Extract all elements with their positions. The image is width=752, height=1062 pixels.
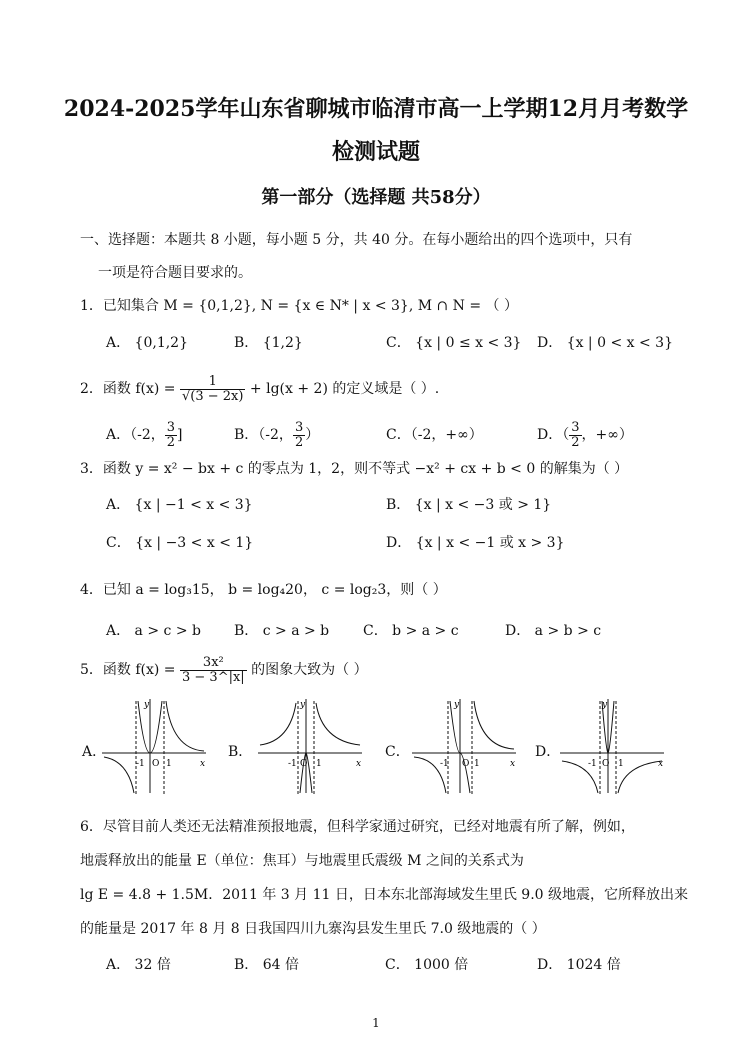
graph-d-tick-pos: 1 [618,759,624,769]
graph-c-x-label: x [510,759,516,769]
q2-prefix: 2．函数 f(x) = [80,381,176,397]
q2-stem [80,371,439,407]
q6-option-a: A． 32 倍 [106,957,171,973]
q6-option-c: C． 1000 倍 [385,957,469,973]
q1-option-a: A． {0,1,2} [106,335,188,351]
q2-b-pre: B．（-2， [234,427,293,443]
q2-d-frac [569,421,581,450]
q5-label-d: D． [535,744,561,760]
q3-option-b: B． {x | x < −3 或 > 1} [386,497,552,513]
instructions-line-1: 一、选择题：本题共 8 小题，每小题 5 分，共 40 分。在每小题给出的四个选项中，只有 [80,232,633,248]
title-line-2: 检测试题 [331,139,420,165]
graph-a-right-branch [166,701,204,751]
q2-suffix: + lg(x + 2) 的定义域是（ ）. [249,381,440,397]
q5-suffix: 的图象大致为（ ） [251,662,368,678]
page-number: 1 [372,1016,380,1030]
q3-option-a: A． {x | −1 < x < 3} [106,497,253,513]
section-heading: 第一部分（选择题 共58分） [261,187,491,208]
q5-graph-c [410,697,520,797]
q6-line-2: 地震释放出的能量 E（单位：焦耳）与地震里氏震级 M 之间的关系式为 [80,853,524,869]
q3-option-c: C． {x | −3 < x < 1} [106,535,254,551]
q2-b-frac [293,421,305,450]
graph-c-right-branch [474,701,514,749]
graph-c-tick-o: O [462,759,470,769]
q2-a-pre: A．（-2， [106,427,165,443]
q2-frac-num: 1 [180,375,245,390]
q5-graph-d [558,697,668,797]
q4-option-b: B． c > a > b [234,623,330,639]
q3-stem: 3．函数 y = x² − bx + c 的零点为 1，2，则不等式 −x² + cx + b < 0 的解集为（ ） [80,461,629,477]
graph-a-left-branch [104,757,134,793]
q5-graph-b [256,697,366,797]
graph-a-x-label: x [200,759,206,769]
q2-frac-den: √(3 − 2x) [182,388,244,404]
graph-b-tick-pos: 1 [316,759,322,769]
instructions-line-2: 一项是符合题目要求的。 [98,265,252,281]
q2-option-a [106,418,183,452]
q5-label-b: B． [228,744,253,760]
q6-line-3: lg E = 4.8 + 1.5M．2011 年 3 月 11 日，日本东北部海域发生里氏 9.0 级地震，它所释放出来 [80,887,689,903]
q2-b-den: 2 [294,434,304,450]
q2-d-num: 3 [571,419,580,435]
graph-a-tick-pos: 1 [166,759,172,769]
graph-a-tick-o: O [152,759,160,769]
graph-d-x-label: x [658,759,664,769]
graph-c-tick-pos: 1 [474,759,480,769]
graph-b-left-branch [260,703,296,745]
q5-stem [80,651,368,689]
graph-d-right-branch [618,761,662,793]
q1-option-d: D． {x | 0 < x < 3} [537,335,673,351]
q5-fraction [180,656,247,685]
q3-option-d: D． {x | x < −1 或 x > 3} [386,535,565,551]
q5-prefix: 5．函数 f(x) = [80,662,176,678]
graph-b-tick-o: O [300,759,308,769]
q2-a-suf: ] [177,427,183,443]
graph-d-tick-o: O [602,759,610,769]
graph-c-y-label: y [454,700,460,710]
q2-d-den: 2 [571,434,580,450]
graph-a-tick-neg: -1 [136,759,145,769]
q2-b-num: 3 [294,419,304,435]
graph-a-y-label: y [144,700,150,710]
q5-frac-num: 3x² [180,656,247,671]
q2-a-num: 3 [166,419,176,435]
q1-stem: 1．已知集合 M = {0,1,2}, N = {x ∈ N* | x < 3}, M ∩ N = （ ） [80,298,519,314]
q2-b-suf: ） [305,427,320,443]
graph-b-y-label: y [300,700,306,710]
q4-option-a: A． a > c > b [106,623,201,639]
q6-line-1: 6．尽管目前人类还无法精准预报地震，但科学家通过研究，已经对地震有所了解，例如， [80,819,635,835]
q4-stem: 4．已知 a = log₃15， b = log₄20， c = log₂3，则（ ） [80,582,447,598]
q1-option-c: C． {x | 0 ≤ x < 3} [386,335,522,351]
q5-graph-a [100,697,210,797]
q5-frac-den: 3 − 3^|x| [182,669,245,685]
graph-c-tick-neg: -1 [440,759,449,769]
q2-d-pre: D．（ [537,427,570,443]
q6-option-d: D． 1024 倍 [537,957,621,973]
graph-d-y-label: y [602,700,608,710]
q2-a-den: 2 [166,434,176,450]
q2-d-suf: ，+∞） [581,427,633,443]
q6-option-b: B． 64 倍 [234,957,300,973]
graph-d-tick-neg: -1 [588,759,597,769]
q2-option-c: C．（-2，+∞） [386,427,483,443]
q2-option-b [234,418,319,452]
q5-label-c: C． [385,744,410,760]
q4-option-d: D． a > b > c [505,623,602,639]
graph-b-tick-neg: -1 [288,759,297,769]
graph-b-right-branch [316,703,360,745]
title-line-1: 2024-2025学年山东省聊城市临清市高一上学期12月月考数学 [63,96,689,122]
q2-fraction [180,375,245,404]
q2-option-d [537,418,633,452]
q1-option-b: B． {1,2} [234,335,303,351]
q4-option-c: C． b > a > c [363,623,459,639]
q5-label-a: A． [82,744,107,760]
q6-line-4: 的能量是 2017 年 8 月 8 日我国四川九寨沟县发生里氏 7.0 级地震的（ ） [80,921,546,937]
graph-b-x-label: x [356,759,362,769]
q2-a-frac [165,421,177,450]
